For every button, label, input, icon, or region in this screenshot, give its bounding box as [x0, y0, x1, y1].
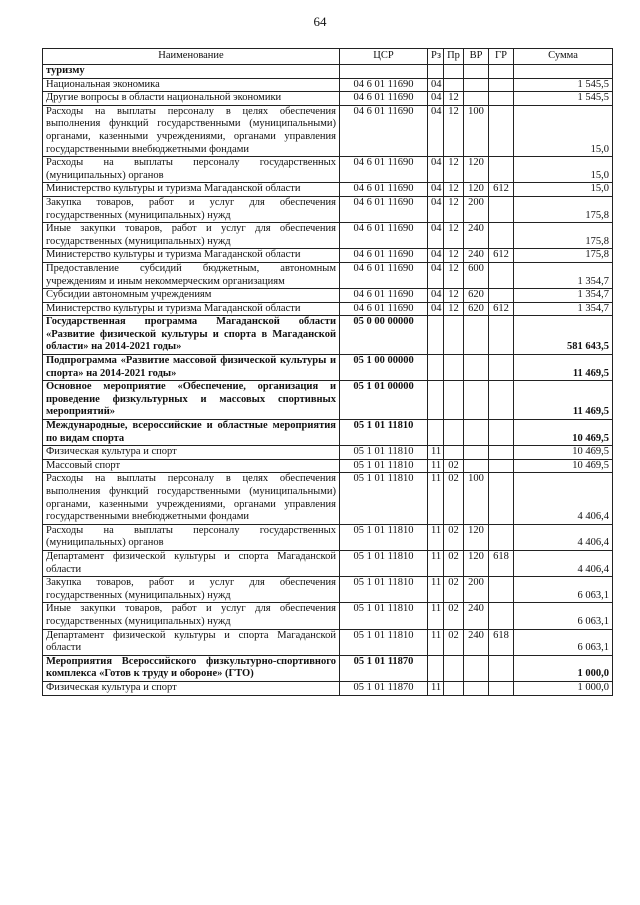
cell-gr — [489, 446, 514, 460]
cell-vr: 240 — [464, 249, 489, 263]
cell-csr: 05 0 00 00000 — [340, 316, 428, 355]
cell-pr — [444, 65, 464, 79]
cell-pr: 12 — [444, 302, 464, 316]
cell-pr: 12 — [444, 249, 464, 263]
cell-name: Иные закупки товаров, работ и услуг для обеспечения государственных (муниципальных) нужд — [43, 223, 340, 249]
cell-name: Физическая культура и спорт — [43, 681, 340, 695]
cell-sum: 15,0 — [514, 105, 613, 156]
cell-name: Департамент физической культуры и спорта Магаданской области — [43, 629, 340, 655]
cell-name: Расходы на выплаты персоналу государственных (муниципальных) органов — [43, 157, 340, 183]
cell-name: Закупка товаров, работ и услуг для обеспечения государственных (муниципальных) нужд — [43, 577, 340, 603]
cell-pr: 02 — [444, 524, 464, 550]
table-body — [43, 65, 613, 696]
cell-name: Министерство культуры и туризма Магаданской области — [43, 183, 340, 197]
cell-sum: 175,8 — [514, 196, 613, 222]
header-pr: Пр — [444, 49, 464, 65]
cell-csr: 05 1 01 11810 — [340, 459, 428, 473]
cell-csr: 05 1 01 11870 — [340, 681, 428, 695]
cell-vr: 120 — [464, 550, 489, 576]
cell-rz: 04 — [428, 289, 444, 303]
header-name: Наименование — [43, 49, 340, 65]
table-row — [43, 78, 613, 92]
cell-vr: 120 — [464, 183, 489, 197]
cell-gr — [489, 524, 514, 550]
cell-rz: 11 — [428, 603, 444, 629]
cell-name: Мероприятия Всероссийского физкультурно-спортивного комплекса «Готов к труду и обороне» (ГТО) — [43, 655, 340, 681]
cell-gr — [489, 78, 514, 92]
cell-sum: 1 354,7 — [514, 302, 613, 316]
cell-sum: 15,0 — [514, 157, 613, 183]
cell-rz — [428, 420, 444, 446]
cell-sum: 10 469,5 — [514, 459, 613, 473]
cell-sum: 10 469,5 — [514, 446, 613, 460]
cell-vr — [464, 381, 489, 420]
cell-gr — [489, 655, 514, 681]
cell-pr: 02 — [444, 459, 464, 473]
cell-pr: 12 — [444, 92, 464, 106]
cell-csr: 04 6 01 11690 — [340, 262, 428, 288]
cell-rz — [428, 655, 444, 681]
cell-pr: 02 — [444, 473, 464, 524]
table-row — [43, 459, 613, 473]
cell-sum: 1 354,7 — [514, 262, 613, 288]
cell-rz — [428, 381, 444, 420]
cell-pr: 12 — [444, 289, 464, 303]
table-row — [43, 550, 613, 576]
cell-sum: 15,0 — [514, 183, 613, 197]
cell-csr: 04 6 01 11690 — [340, 249, 428, 263]
cell-vr: 120 — [464, 524, 489, 550]
cell-name: Закупка товаров, работ и услуг для обеспечения государственных (муниципальных) нужд — [43, 196, 340, 222]
cell-gr: 612 — [489, 183, 514, 197]
cell-sum: 1 545,5 — [514, 78, 613, 92]
cell-rz: 11 — [428, 629, 444, 655]
cell-pr: 02 — [444, 629, 464, 655]
cell-gr — [489, 105, 514, 156]
table-row — [43, 65, 613, 79]
cell-sum — [514, 65, 613, 79]
cell-csr: 05 1 01 11810 — [340, 629, 428, 655]
table-row — [43, 196, 613, 222]
cell-gr — [489, 157, 514, 183]
table-row — [43, 289, 613, 303]
cell-pr — [444, 381, 464, 420]
cell-pr: 12 — [444, 183, 464, 197]
cell-sum: 4 406,4 — [514, 550, 613, 576]
cell-rz: 04 — [428, 105, 444, 156]
table-row — [43, 262, 613, 288]
cell-name: Другие вопросы в области национальной экономики — [43, 92, 340, 106]
cell-sum: 1 545,5 — [514, 92, 613, 106]
table-header-row — [43, 49, 613, 65]
table-row — [43, 446, 613, 460]
cell-csr: 04 6 01 11690 — [340, 105, 428, 156]
cell-rz: 11 — [428, 524, 444, 550]
cell-sum: 4 406,4 — [514, 473, 613, 524]
cell-csr: 04 6 01 11690 — [340, 92, 428, 106]
cell-vr — [464, 681, 489, 695]
cell-csr: 05 1 01 11810 — [340, 603, 428, 629]
cell-vr: 240 — [464, 629, 489, 655]
cell-gr — [489, 603, 514, 629]
cell-sum: 581 643,5 — [514, 316, 613, 355]
cell-gr — [489, 196, 514, 222]
cell-csr: 05 1 01 11810 — [340, 473, 428, 524]
cell-pr: 12 — [444, 157, 464, 183]
cell-vr: 200 — [464, 577, 489, 603]
table-row — [43, 223, 613, 249]
cell-vr: 620 — [464, 289, 489, 303]
cell-vr — [464, 446, 489, 460]
table-row — [43, 355, 613, 381]
cell-pr — [444, 655, 464, 681]
page-number: 64 — [313, 14, 327, 29]
table-row — [43, 302, 613, 316]
cell-gr: 618 — [489, 550, 514, 576]
header-csr: ЦСР — [340, 49, 428, 65]
table-row — [43, 629, 613, 655]
cell-csr: 04 6 01 11690 — [340, 289, 428, 303]
cell-name: Предоставление субсидий бюджетным, автономным учреждениям и иным некоммерческим организациям — [43, 262, 340, 288]
cell-sum: 10 469,5 — [514, 420, 613, 446]
cell-gr — [489, 420, 514, 446]
cell-vr: 240 — [464, 603, 489, 629]
cell-pr — [444, 446, 464, 460]
cell-pr — [444, 78, 464, 92]
header-gr: ГР — [489, 49, 514, 65]
cell-pr: 12 — [444, 196, 464, 222]
cell-name: Расходы на выплаты персоналу в целях обеспечения выполнения функций государственными (муниципальными) органами, казенными учреждениями, органами управления государственными внебюджетными фондами — [43, 473, 340, 524]
cell-vr: 100 — [464, 473, 489, 524]
cell-pr: 12 — [444, 262, 464, 288]
cell-name: Массовый спорт — [43, 459, 340, 473]
cell-name: Расходы на выплаты персоналу в целях обеспечения выполнения функций государственными (муниципальными) органами, казенными учреждениями, органами управления государственными внебюджетными фондами — [43, 105, 340, 156]
cell-sum: 1 000,0 — [514, 681, 613, 695]
cell-pr: 12 — [444, 223, 464, 249]
cell-name: Подпрограмма «Развитие массовой физической культуры и спорта» на 2014-2021 годы» — [43, 355, 340, 381]
header-sum: Сумма — [514, 49, 613, 65]
cell-rz: 11 — [428, 550, 444, 576]
cell-gr — [489, 577, 514, 603]
table-row — [43, 420, 613, 446]
cell-rz: 04 — [428, 92, 444, 106]
header-rz: Рз — [428, 49, 444, 65]
cell-csr: 04 6 01 11690 — [340, 183, 428, 197]
cell-name: Министерство культуры и туризма Магаданской области — [43, 302, 340, 316]
cell-vr — [464, 355, 489, 381]
cell-vr — [464, 655, 489, 681]
cell-vr: 200 — [464, 196, 489, 222]
table-row — [43, 603, 613, 629]
cell-rz — [428, 316, 444, 355]
cell-vr: 100 — [464, 105, 489, 156]
cell-vr — [464, 78, 489, 92]
cell-gr — [489, 355, 514, 381]
cell-csr: 04 6 01 11690 — [340, 196, 428, 222]
cell-name: Департамент физической культуры и спорта Магаданской области — [43, 550, 340, 576]
cell-name: Министерство культуры и туризма Магаданской области — [43, 249, 340, 263]
cell-name: Национальная экономика — [43, 78, 340, 92]
cell-vr: 600 — [464, 262, 489, 288]
table-row — [43, 473, 613, 524]
cell-pr: 02 — [444, 603, 464, 629]
cell-vr — [464, 65, 489, 79]
cell-pr — [444, 316, 464, 355]
cell-gr — [489, 381, 514, 420]
cell-rz: 11 — [428, 577, 444, 603]
cell-csr: 05 1 01 00000 — [340, 381, 428, 420]
cell-sum: 6 063,1 — [514, 577, 613, 603]
cell-sum: 4 406,4 — [514, 524, 613, 550]
cell-name: Основное мероприятие «Обеспечение, организация и проведение физкультурных и массовых спортивных мероприятий» — [43, 381, 340, 420]
cell-rz: 11 — [428, 681, 444, 695]
cell-sum: 1 354,7 — [514, 289, 613, 303]
cell-sum: 175,8 — [514, 223, 613, 249]
cell-csr: 04 6 01 11690 — [340, 223, 428, 249]
cell-pr: 12 — [444, 105, 464, 156]
cell-rz: 04 — [428, 262, 444, 288]
cell-rz — [428, 65, 444, 79]
cell-gr: 612 — [489, 249, 514, 263]
cell-gr — [489, 262, 514, 288]
cell-rz: 11 — [428, 446, 444, 460]
cell-sum: 11 469,5 — [514, 381, 613, 420]
cell-sum: 6 063,1 — [514, 603, 613, 629]
cell-gr — [489, 92, 514, 106]
table-row — [43, 381, 613, 420]
cell-sum: 1 000,0 — [514, 655, 613, 681]
cell-rz — [428, 355, 444, 381]
cell-name: Субсидии автономным учреждениям — [43, 289, 340, 303]
table-row — [43, 577, 613, 603]
cell-gr: 618 — [489, 629, 514, 655]
header-vr: ВР — [464, 49, 489, 65]
cell-gr — [489, 289, 514, 303]
cell-name: Иные закупки товаров, работ и услуг для обеспечения государственных (муниципальных) нужд — [43, 603, 340, 629]
cell-csr: 04 6 01 11690 — [340, 78, 428, 92]
cell-rz: 04 — [428, 302, 444, 316]
table-row — [43, 157, 613, 183]
cell-sum: 6 063,1 — [514, 629, 613, 655]
cell-sum: 11 469,5 — [514, 355, 613, 381]
cell-pr — [444, 681, 464, 695]
cell-pr: 02 — [444, 577, 464, 603]
cell-gr: 612 — [489, 302, 514, 316]
cell-rz: 04 — [428, 223, 444, 249]
cell-csr: 04 6 01 11690 — [340, 157, 428, 183]
table-row — [43, 105, 613, 156]
cell-vr: 240 — [464, 223, 489, 249]
cell-csr: 05 1 01 11810 — [340, 420, 428, 446]
cell-vr — [464, 459, 489, 473]
cell-csr: 05 1 01 11810 — [340, 446, 428, 460]
cell-name: Государственная программа Магаданской области «Развитие физической культуры и спорта в Магаданской области» на 2014-2021 годы» — [43, 316, 340, 355]
table-row — [43, 681, 613, 695]
cell-name: Расходы на выплаты персоналу государственных (муниципальных) органов — [43, 524, 340, 550]
cell-vr — [464, 92, 489, 106]
cell-rz: 11 — [428, 473, 444, 524]
cell-gr — [489, 681, 514, 695]
budget-table — [42, 48, 613, 696]
cell-sum: 175,8 — [514, 249, 613, 263]
cell-vr — [464, 316, 489, 355]
table-row — [43, 316, 613, 355]
cell-pr: 02 — [444, 550, 464, 576]
cell-rz: 11 — [428, 459, 444, 473]
cell-csr: 04 6 01 11690 — [340, 302, 428, 316]
table-row — [43, 524, 613, 550]
cell-gr — [489, 473, 514, 524]
table-row — [43, 183, 613, 197]
cell-csr: 05 1 01 11810 — [340, 524, 428, 550]
cell-rz: 04 — [428, 249, 444, 263]
cell-rz: 04 — [428, 183, 444, 197]
cell-pr — [444, 355, 464, 381]
cell-csr: 05 1 00 00000 — [340, 355, 428, 381]
table-row — [43, 655, 613, 681]
cell-csr: 05 1 01 11810 — [340, 577, 428, 603]
cell-csr — [340, 65, 428, 79]
cell-vr: 120 — [464, 157, 489, 183]
cell-rz: 04 — [428, 78, 444, 92]
cell-csr: 05 1 01 11810 — [340, 550, 428, 576]
cell-pr — [444, 420, 464, 446]
cell-rz: 04 — [428, 157, 444, 183]
cell-gr — [489, 459, 514, 473]
table-row — [43, 249, 613, 263]
table-row — [43, 92, 613, 106]
cell-rz: 04 — [428, 196, 444, 222]
cell-csr: 05 1 01 11870 — [340, 655, 428, 681]
cell-name: туризму — [43, 65, 340, 79]
cell-vr — [464, 420, 489, 446]
cell-gr — [489, 65, 514, 79]
cell-gr — [489, 316, 514, 355]
cell-vr: 620 — [464, 302, 489, 316]
cell-name: Международные, всероссийские и областные мероприятия по видам спорта — [43, 420, 340, 446]
cell-name: Физическая культура и спорт — [43, 446, 340, 460]
cell-gr — [489, 223, 514, 249]
